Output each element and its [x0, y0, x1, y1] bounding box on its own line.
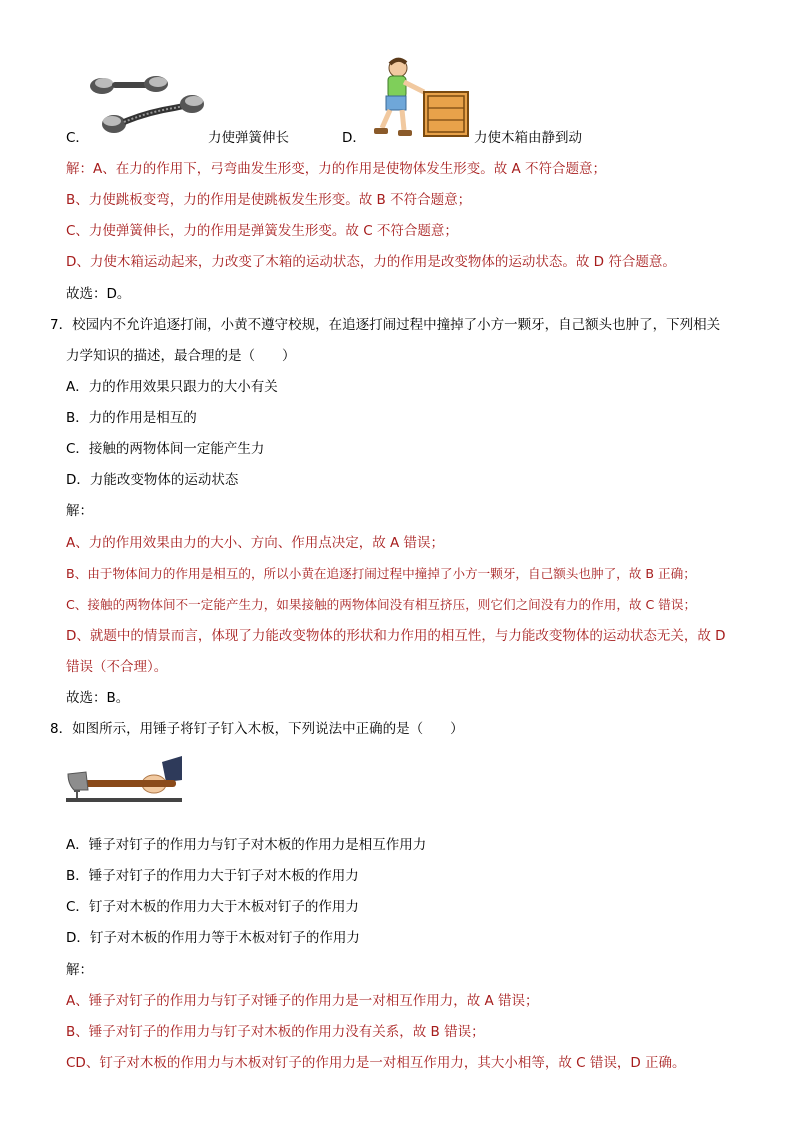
q7-stem: 7．校园内不允许追逐打闹，小黄不遵守校规，在追逐打闹过程中撞掉了小方一颗牙，自己额头也肿了，下列相关 [50, 317, 721, 333]
q7-stem: 力学知识的描述，最合理的是（ ） [66, 348, 296, 364]
q6-solution-line: D、力使木箱运动起来，力改变了木箱的运动状态，力的作用是改变物体的运动状态。故 D 符合题意。 [66, 254, 676, 270]
q8-solution-head: 解： [66, 962, 93, 978]
q8-stem: 8．如图所示，用锤子将钉子钉入木板，下列说法中正确的是（ ） [50, 721, 464, 737]
q7-solution-line: A、力的作用效果由力的大小、方向、作用点决定，故 A 错误； [66, 535, 445, 551]
q7-option-b: B．力的作用是相互的 [66, 410, 197, 426]
q7-solution-line: 错误（不合理）。 [66, 659, 168, 675]
q7-answer: 故选：B。 [66, 690, 130, 706]
q7-solution-line: B、由于物体间力的作用是相互的，所以小黄在追逐打闹过程中撞掉了小方一颗牙，自己额头也肿了，故 B 正确； [66, 566, 696, 581]
q6-answer: 故选：D。 [66, 286, 131, 302]
q7-option-a: A．力的作用效果只跟力的大小有关 [66, 379, 278, 395]
boy-pushing-crate-image [368, 54, 472, 142]
q7-option-c: C．接触的两物体间一定能产生力 [66, 441, 265, 457]
q6-solution-line: C、力使弹簧伸长，力的作用是弹簧发生形变。故 C 不符合题意； [66, 223, 458, 239]
q8-solution-line: B、锤子对钉子的作用力与钉子对木板的作用力没有关系，故 B 错误； [66, 1024, 485, 1040]
q8-solution-line: CD、钉子对木板的作用力与木板对钉子的作用力是一对相互作用力，其大小相等，故 C 错误，D 正确。 [66, 1055, 686, 1071]
q7-option-d: D．力能改变物体的运动状态 [66, 472, 239, 488]
q7-solution-head: 解： [66, 503, 93, 519]
q6-solution-line: B、力使跳板变弯，力的作用是使跳板发生形变。故 B 不符合题意； [66, 192, 472, 208]
q7-solution-line: C、接触的两物体间不一定能产生力，如果接触的两物体间没有相互挤压，则它们之间没有力的作用，故 C 错误； [66, 597, 697, 612]
q7-solution-line: D、就题中的情景而言，体现了力能改变物体的形状和力作用的相互性，与力能改变物体的运动状态无关，故 D [66, 628, 726, 644]
spring-stretch-image [88, 72, 206, 142]
q8-option-a: A．锤子对钉子的作用力与钉子对木板的作用力是相互作用力 [66, 837, 427, 853]
q8-solution-line: A、锤子对钉子的作用力与钉子对锤子的作用力是一对相互作用力，故 A 错误； [66, 993, 539, 1009]
q8-option-b: B．锤子对钉子的作用力大于钉子对木板的作用力 [66, 868, 359, 884]
q8-option-d: D．钉子对木板的作用力等于木板对钉子的作用力 [66, 930, 360, 946]
q6-option-c-label: C． [66, 130, 89, 146]
q8-option-c: C．钉子对木板的作用力大于木板对钉子的作用力 [66, 899, 359, 915]
hammer-nail-image [66, 754, 184, 802]
q6-solution-line: 解：A、在力的作用下，弓弯曲发生形变，力的作用是使物体发生形变。故 A 不符合题意； [66, 161, 607, 177]
q6-option-d-caption: 力使木箱由静到动 [474, 130, 582, 146]
q6-option-c-caption: 力使弹簧伸长 [208, 130, 289, 146]
q6-option-d-label: D． [342, 130, 366, 146]
